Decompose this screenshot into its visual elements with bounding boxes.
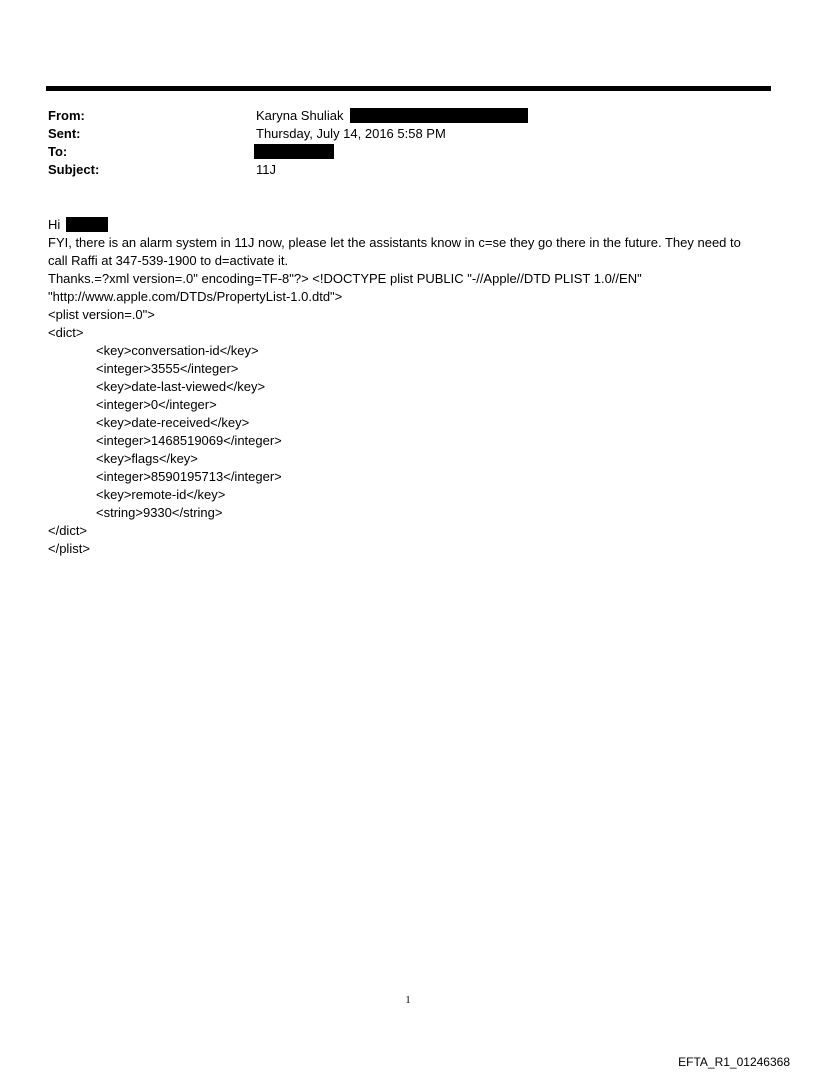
redaction-box [66,217,108,232]
greeting: Hi [48,217,61,232]
to-label: To: [48,144,68,159]
header-to-row [48,143,748,161]
to-value [254,143,334,161]
from-name: Karyna Shuliak [256,108,344,123]
sent-value: Thursday, July 14, 2016 5:58 PM [256,126,446,141]
plist-entry: <key>remote-id</key> [96,487,226,502]
body-line: "http://www.apple.com/DTDs/PropertyList-1.0.dtd"> [48,289,343,304]
header-subject-row [48,161,748,179]
header-sent-row [48,125,748,143]
plist-entry: <string>9330</string> [96,505,223,520]
subject-value: 11J [256,162,276,177]
plist-entry: <key>date-last-viewed</key> [96,379,266,394]
body-line: call Raffi at 347-539-1900 to d=activate it. [48,253,289,268]
closing-line: </dict> [48,523,88,538]
page-number: 1 [405,994,411,1006]
body-line: FYI, there is an alarm system in 11J now, please let the assistants know in c=se they go there in the future. They need to [48,235,741,250]
body-line: Thanks.=?xml version=.0" encoding=TF-8"?> <!DOCTYPE plist PUBLIC "-//Apple//DTD PLIST 1.0//EN" [48,271,642,286]
from-value [256,107,528,125]
plist-entry: <integer>0</integer> [96,397,217,412]
closing-line: </plist> [48,541,90,556]
plist-entry: <integer>3555</integer> [96,361,239,376]
plist-entry: <key>flags</key> [96,451,198,466]
redaction-box [254,144,334,159]
header-from-row [48,107,748,125]
document-id: EFTA_R1_01246368 [678,1055,790,1069]
redaction-box [350,108,528,123]
plist-entry: <key>conversation-id</key> [96,343,259,358]
body-line: <dict> [48,325,84,340]
subject-label: Subject: [48,162,100,177]
plist-entry: <integer>1468519069</integer> [96,433,282,448]
body-line: <plist version=.0"> [48,307,155,322]
from-label: From: [48,108,85,123]
greeting-line [48,216,768,234]
email-body [48,216,768,558]
plist-entry: <key>date-received</key> [96,415,250,430]
sent-label: Sent: [48,126,81,141]
header-rule [46,86,771,91]
plist-entry: <integer>8590195713</integer> [96,469,282,484]
